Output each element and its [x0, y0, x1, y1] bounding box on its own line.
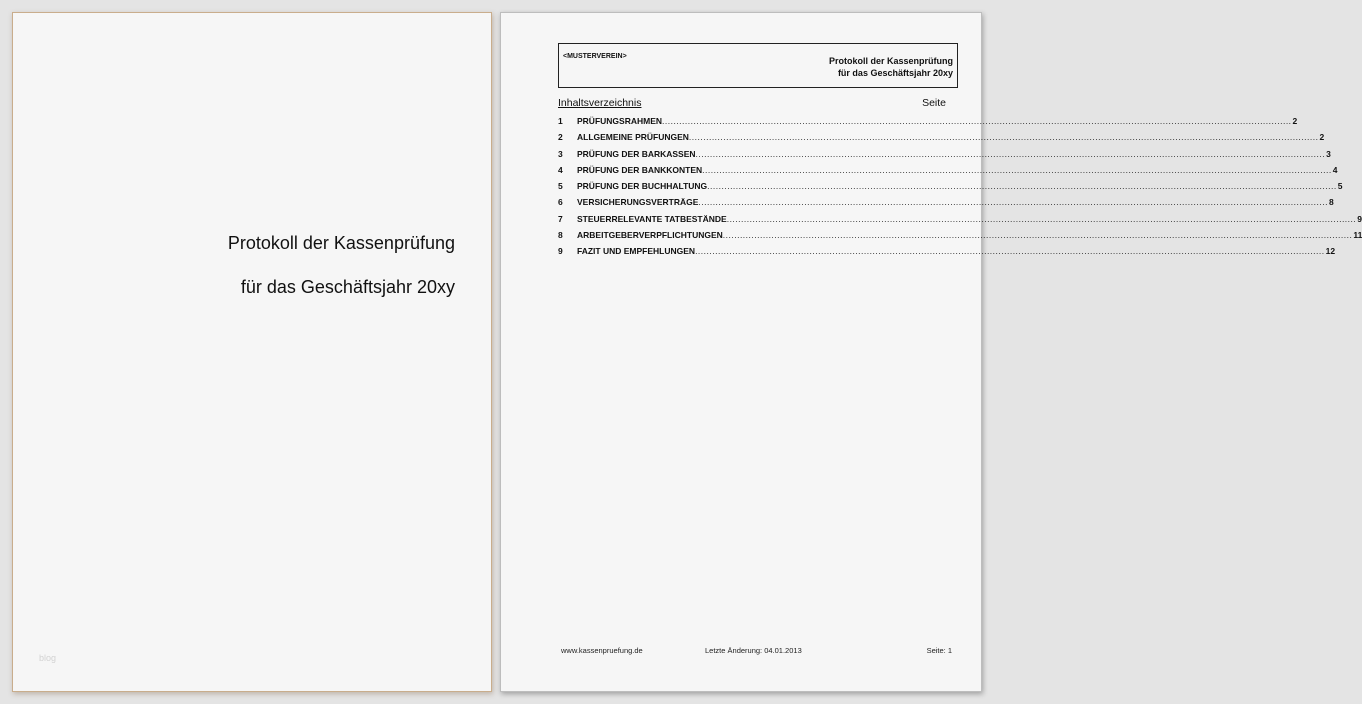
- toc-entry-number: 8: [558, 230, 563, 241]
- toc-entry-title: FAZIT UND EMPFEHLUNGEN: [577, 246, 696, 257]
- toc-leader-dots: ............................................................................................................................................................................................................................: [707, 181, 1337, 192]
- toc-entry-number: 4: [558, 164, 563, 175]
- cover-title-line1: Protokoll der Kassenprüfung: [227, 233, 455, 253]
- toc-entry[interactable]: [558, 230, 1362, 246]
- toc-entry[interactable]: [558, 197, 1334, 213]
- toc-leader-dots: ............................................................................................................................................................................................................................: [695, 246, 1325, 257]
- toc-leader-dots: ............................................................................................................................................................................................................................: [695, 148, 1326, 159]
- toc-entry-title: ALLGEMEINE PRÜFUNGEN: [577, 132, 689, 143]
- toc-entry-number: 6: [558, 197, 563, 208]
- toc-leader-dots: ............................................................................................................................................................................................................................: [698, 197, 1328, 208]
- toc-entry-page: 11: [1353, 230, 1362, 241]
- toc-entry-title: ARBEITGEBERVERPFLICHTUNGEN: [577, 230, 723, 241]
- toc-entry-title: VERSICHERUNGSVERTRÄGE: [577, 197, 699, 208]
- toc-entry-title: PRÜFUNGSRAHMEN: [577, 116, 662, 126]
- toc-page: [500, 12, 1362, 692]
- toc-entry-page: 5: [1337, 181, 1343, 192]
- toc-entry[interactable]: [558, 132, 1325, 148]
- toc-entry[interactable]: [558, 213, 1362, 230]
- toc-entry-title: PRÜFUNG DER BARKASSEN: [577, 148, 696, 159]
- toc-entry-page: 3: [1326, 148, 1331, 159]
- toc-entry-page: 9: [1357, 213, 1362, 224]
- toc-entry-page: 2: [1319, 132, 1325, 143]
- table-of-contents: [558, 116, 1362, 263]
- toc-page-heading: Seite: [922, 97, 946, 109]
- cover-title-line2: für das Geschäftsjahr 20xy: [240, 277, 455, 297]
- toc-leader-dots: ............................................................................................................................................................................................................................: [726, 213, 1357, 224]
- toc-entry-title: STEUERRELEVANTE TATBESTÄNDE: [577, 213, 727, 224]
- footer-url[interactable]: www.kassenpruefung.de: [561, 646, 643, 655]
- toc-entry-page: 12: [1325, 246, 1336, 257]
- toc-leader-dots: ............................................................................................................................................................................................................................: [722, 230, 1353, 241]
- cover-page: [12, 12, 492, 692]
- toc-leader-dots: ............................................................................................................................................................................................................................: [702, 164, 1332, 175]
- toc-entry-number: 5: [558, 181, 563, 192]
- toc-heading-row: [558, 97, 946, 109]
- toc-entry-page: 4: [1332, 164, 1338, 175]
- toc-entry-number: 9: [558, 246, 563, 257]
- watermark: blog: [39, 653, 57, 663]
- footer-last-change: Letzte Änderung: 04.01.2013: [705, 646, 802, 655]
- header-title-line2: für das Geschäftsjahr 20xy: [837, 68, 953, 78]
- toc-entry-number: 2: [558, 132, 563, 143]
- toc-entry[interactable]: [558, 181, 1343, 197]
- toc-entry-page: 8: [1328, 197, 1334, 208]
- toc-leader-dots: ............................................................................................................................................................................................................................: [688, 132, 1319, 143]
- toc-entry-number: 3: [558, 148, 563, 159]
- header-title-line1: Protokoll der Kassenprüfung: [828, 56, 953, 66]
- footer-page-number: Seite: 1: [926, 646, 952, 655]
- toc-entry-number: 1: [558, 116, 563, 126]
- toc-entry[interactable]: [558, 164, 1338, 181]
- toc-entry[interactable]: [558, 246, 1336, 262]
- toc-entry[interactable]: [558, 116, 1298, 132]
- toc-entry-number: 7: [558, 213, 563, 224]
- toc-entry[interactable]: [558, 148, 1331, 165]
- toc-entry-page: 2: [1292, 116, 1298, 126]
- header-title: [829, 55, 953, 79]
- page-header: [558, 43, 958, 88]
- club-name: <MUSTERVEREIN>: [563, 53, 627, 60]
- toc-leader-dots: ............................................................................................................................................................................................................................: [662, 116, 1292, 126]
- toc-entry-title: PRÜFUNG DER BANKKONTEN: [577, 164, 703, 175]
- toc-heading: Inhaltsverzeichnis: [558, 97, 642, 109]
- toc-entry-title: PRÜFUNG DER BUCHHALTUNG: [577, 181, 708, 192]
